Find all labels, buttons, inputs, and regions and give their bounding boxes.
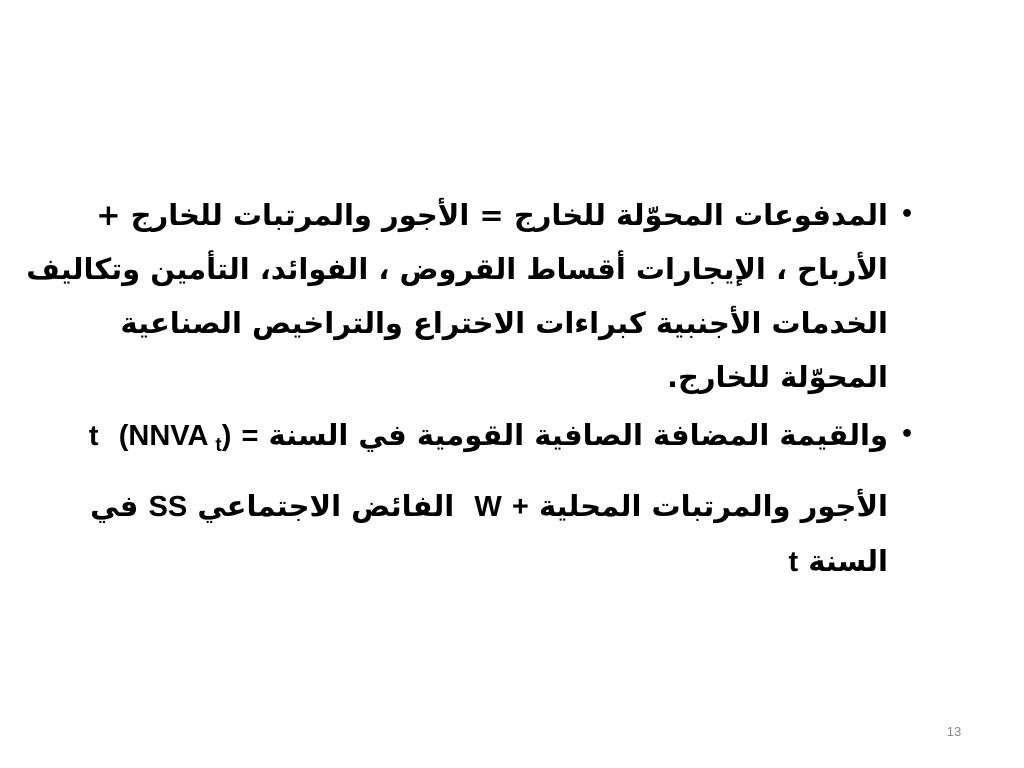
bullet-item-nnva (16, 408, 914, 473)
page-number: 13 (946, 724, 962, 739)
bullet-icon: • (899, 202, 914, 227)
nnva-abbr: NNVA (128, 420, 208, 452)
slide-body (16, 188, 914, 589)
nnva-year-symbol: t (88, 420, 99, 452)
nnva-text: والقيمة المضافة الصافية القومية في السنة (268, 418, 888, 452)
surplus-text: الفائض الاجتماعي (197, 489, 455, 523)
bullet-item-payments (16, 188, 914, 404)
w-symbol: W (474, 491, 502, 523)
year-text: في السنة (90, 489, 888, 578)
bullet-text-payments: المدفوعات المحوّلة للخارج = الأجور والمرتبات للخارج + الأرباح ، الإيجارات أقساط القروض ، الفوائد، التأمين وتكاليف الخدمات الأجنبية كبراءات الاختراع والتراخيص الصناعية المحوّلة للخارج. (26, 198, 888, 394)
ss-symbol: SS (148, 491, 188, 523)
wages-surplus-paragraph (16, 479, 888, 589)
wages-text: الأجور والمرتبات المحلية (538, 489, 888, 523)
nnva-formula (118, 420, 232, 456)
nnva-paren-close: ) (221, 420, 232, 452)
plus-sign: + (511, 491, 529, 523)
nnva-subscript: t (215, 435, 222, 456)
year-symbol: t (788, 546, 799, 578)
nnva-paren-open: ( (118, 420, 129, 452)
nnva-equals: = (241, 420, 259, 452)
bullet-icon: • (899, 422, 914, 447)
